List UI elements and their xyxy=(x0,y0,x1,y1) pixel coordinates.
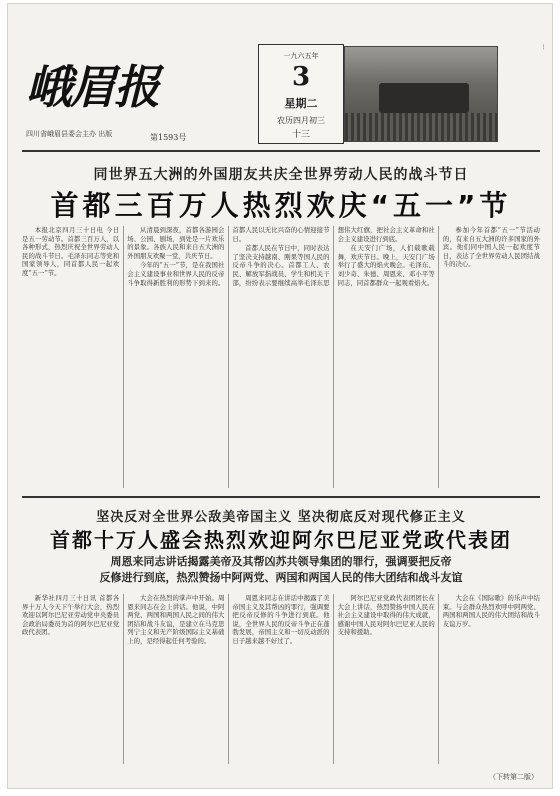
article-paragraph: 大会在《国际歌》的乐声中结束。与会群众热烈欢呼中阿两党、两国和两国人民的伟大团结和战斗友谊万岁。 xyxy=(442,594,540,628)
date-day: 3 xyxy=(291,62,311,92)
date-box xyxy=(258,44,344,144)
article-paragraph: 首都人民在节日中，同时表达了坚决支持越南、刚果等国人民的反帝斗争的决心。首都工人、农民、解放军指战员、学生和机关干部，纷纷表示要继续高举毛泽东思想伟大红旗，把社会主义革命和社会主义建设进行到底。 xyxy=(232,226,435,287)
bottom-article-body xyxy=(22,594,540,764)
front-page-photo xyxy=(344,46,498,142)
date-weekday: 星期二 xyxy=(284,97,318,110)
photo-machine-shape xyxy=(379,83,469,113)
top-headline: 首都三百万人热烈欢庆“五一”节 xyxy=(50,189,512,222)
article-paragraph: 今年的“五一”节，是在我国社会主义建设事业和世界人民的反帝斗争取得新胜利的形势下到来的。首都人民以无比兴奋的心情迎接节日。 xyxy=(127,226,330,287)
date-lunar: 农历四月初三 xyxy=(277,116,325,125)
bottom-headline: 首都十万人盛会热烈欢迎阿尔巴尼亚党政代表团 xyxy=(50,528,512,552)
article-paragraph: 本报北京四月三十日电 今日是五一劳动节。首都三百万人，以各种形式，热烈庆祝全世界劳动人民的战斗节日。毛泽东同志等党和国家领导人，同首都人民一起欢度“五一”节。 xyxy=(22,226,120,277)
bottom-kicker: 坚决反对全世界公敌美帝国主义 坚决彻底反对现代修正主义 xyxy=(96,510,466,525)
masthead-title: 峨眉报 xyxy=(26,60,158,114)
issue-number: 第1593号 xyxy=(150,133,187,142)
masthead-publisher: 四川省峨眉县委会主办 出版 xyxy=(26,130,113,138)
article-paragraph: 新华社四月三十日讯 首都各界十万人今天下午举行大会，热烈欢迎以阿尔巴尼亚劳动党中央委员会政治局委员为首的阿尔巴尼亚党政代表团。 xyxy=(22,594,120,637)
continued-note: （下转第二版） xyxy=(489,773,538,781)
date-extra: 十三 xyxy=(291,130,310,140)
side-brief-caption: ... xyxy=(541,44,548,50)
newspaper-page xyxy=(8,4,552,788)
article-paragraph: 阿尔巴尼亚党政代表团团长在大会上讲话，热烈赞扬中国人民在社会主义建设中取得的伟大成就，感谢中国人民对阿尔巴尼亚人民的支持和援助。 xyxy=(337,594,435,637)
article-paragraph: 大会在热烈的掌声中开始。周恩来同志在会上讲话。他说，中阿两党、两国和两国人民之间的伟大团结和战斗友谊，是建立在马克思列宁主义和无产阶级国际主义基础上的，是经得起任何考验的。 xyxy=(127,594,225,645)
top-kicker: 同世界五大洲的外国朋友共庆全世界劳动人民的战斗节日 xyxy=(93,167,469,183)
article-paragraph: 周恩来同志在讲话中揭露了美帝国主义及其帮凶的罪行，强调要把反帝反修的斗争进行到底。他说，全世界人民的反帝斗争正在蓬勃发展，帝国主义和一切反动派的日子越来越不好过了。 xyxy=(232,594,330,645)
divider-rule xyxy=(22,150,540,152)
divider-rule xyxy=(22,496,540,498)
bottom-subhead-2: 反修进行到底，热烈赞扬中阿两党、两国和两国人民的伟大团结和战斗友谊 xyxy=(99,571,463,584)
article-paragraph: 参加今年首都“五一”节活动的，有来自五大洲的许多国家的外宾。他们同中国人民一起欢度节日，表达了全世界劳动人民团结战斗的决心。 xyxy=(442,226,540,269)
article-paragraph: 从清晨到深夜，首都各游园会场、公园、剧场，到处是一片欢乐的景象。各族人民和来自五大洲的外国朋友欢聚一堂，共庆节日。 xyxy=(127,226,225,260)
photo-field-shape xyxy=(345,113,497,141)
date-year: 一九六五年 xyxy=(283,52,319,60)
top-article-body xyxy=(22,226,540,488)
article-paragraph: 在天安门广场，人们载歌载舞，欢庆节日。晚上，天安门广场举行了盛大的焰火晚会。毛泽东、刘少奇、朱德、周恩来、邓小平等同志，同首都群众一起观看焰火。 xyxy=(337,244,435,287)
bottom-subhead-1: 周恩来同志讲话揭露美帝及其帮凶苏共领导集团的罪行，强调要把反帝 xyxy=(110,555,452,568)
